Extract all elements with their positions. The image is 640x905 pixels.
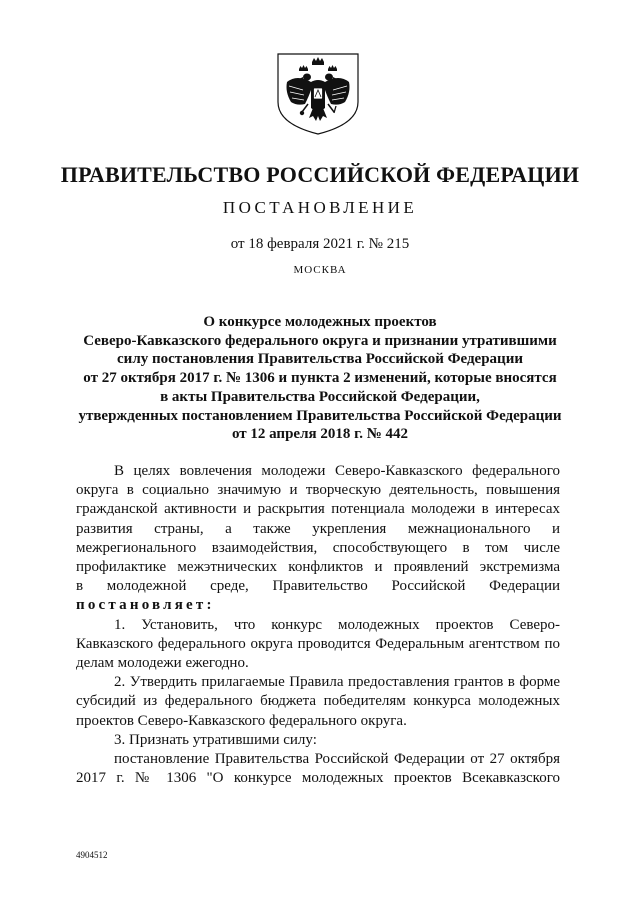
preamble-line: межрегионального взаимодействия, способствующего в том числе [76, 539, 560, 556]
item-3-subitem-continuation: 2017 г. № 1306 "О конкурсе молодежных проектов Всекавказского [76, 770, 560, 787]
document-code: 4904512 [76, 850, 108, 860]
city-name: МОСКВА [293, 264, 347, 276]
title-line: Северо-Кавказского федерального округа и признании утратившими [83, 332, 557, 349]
document-title [60, 313, 580, 444]
preamble-line: гражданской активности и раскрытия потенциала молодежи в интересах [76, 501, 560, 518]
title-line: от 12 апреля 2018 г. № 442 [231, 426, 409, 443]
decree-date-number: от 18 февраля 2021 г. № 215 [230, 236, 410, 252]
document-body [76, 462, 560, 788]
preamble-line: В целях вовлечения молодежи Северо-Кавказского федерального [114, 463, 560, 479]
government-heading: ПРАВИТЕЛЬСТВО РОССИЙСКОЙ ФЕДЕРАЦИИ [60, 162, 580, 187]
item-3-paragraph: 3. Признать утратившими силу: [114, 731, 317, 748]
preamble-line: профилактике межэтнических конфликтов и проявлений экстремизма [76, 559, 560, 576]
resolves-label: постановляет: [76, 597, 215, 614]
title-line: силу постановления Правительства Российской Федерации [117, 351, 523, 368]
decree-heading: ПОСТАНОВЛЕНИЕ [222, 198, 418, 217]
title-line: в акты Правительства Российской Федерации, [160, 388, 480, 405]
item-2-paragraph: 2. Утвердить прилагаемые Правила предоставления грантов в форме субсидий из федерального бюджета победителям конкурса молодежных проектов Северо-Кавказского федерального округа. [76, 674, 560, 729]
preamble-line: в молодежной среде, Правительство Российской Федерации [76, 578, 560, 595]
resolves-word [76, 596, 560, 615]
preamble-line: округа в социально значимую и творческую деятельность, повышения [76, 482, 560, 499]
item-1-paragraph: 1. Установить, что конкурс молодежных проектов Северо-Кавказского федерального округа проводится Федеральным агентством по делам молодежи ежегодно. [76, 616, 560, 672]
preamble-line: развития страны, а также укрепления межнационального и [76, 520, 560, 537]
title-line: О конкурсе молодежных проектов [203, 314, 437, 330]
title-line: утвержденных постановлением Правительства Российской Федерации [78, 407, 562, 424]
russian-coat-of-arms-icon [275, 52, 361, 136]
item-3-subitem-line: постановление Правительства Российской Федерации от 27 октября [114, 751, 560, 768]
title-line: от 27 октября 2017 г. № 1306 и пункта 2 изменений, которые вносятся [83, 370, 557, 387]
